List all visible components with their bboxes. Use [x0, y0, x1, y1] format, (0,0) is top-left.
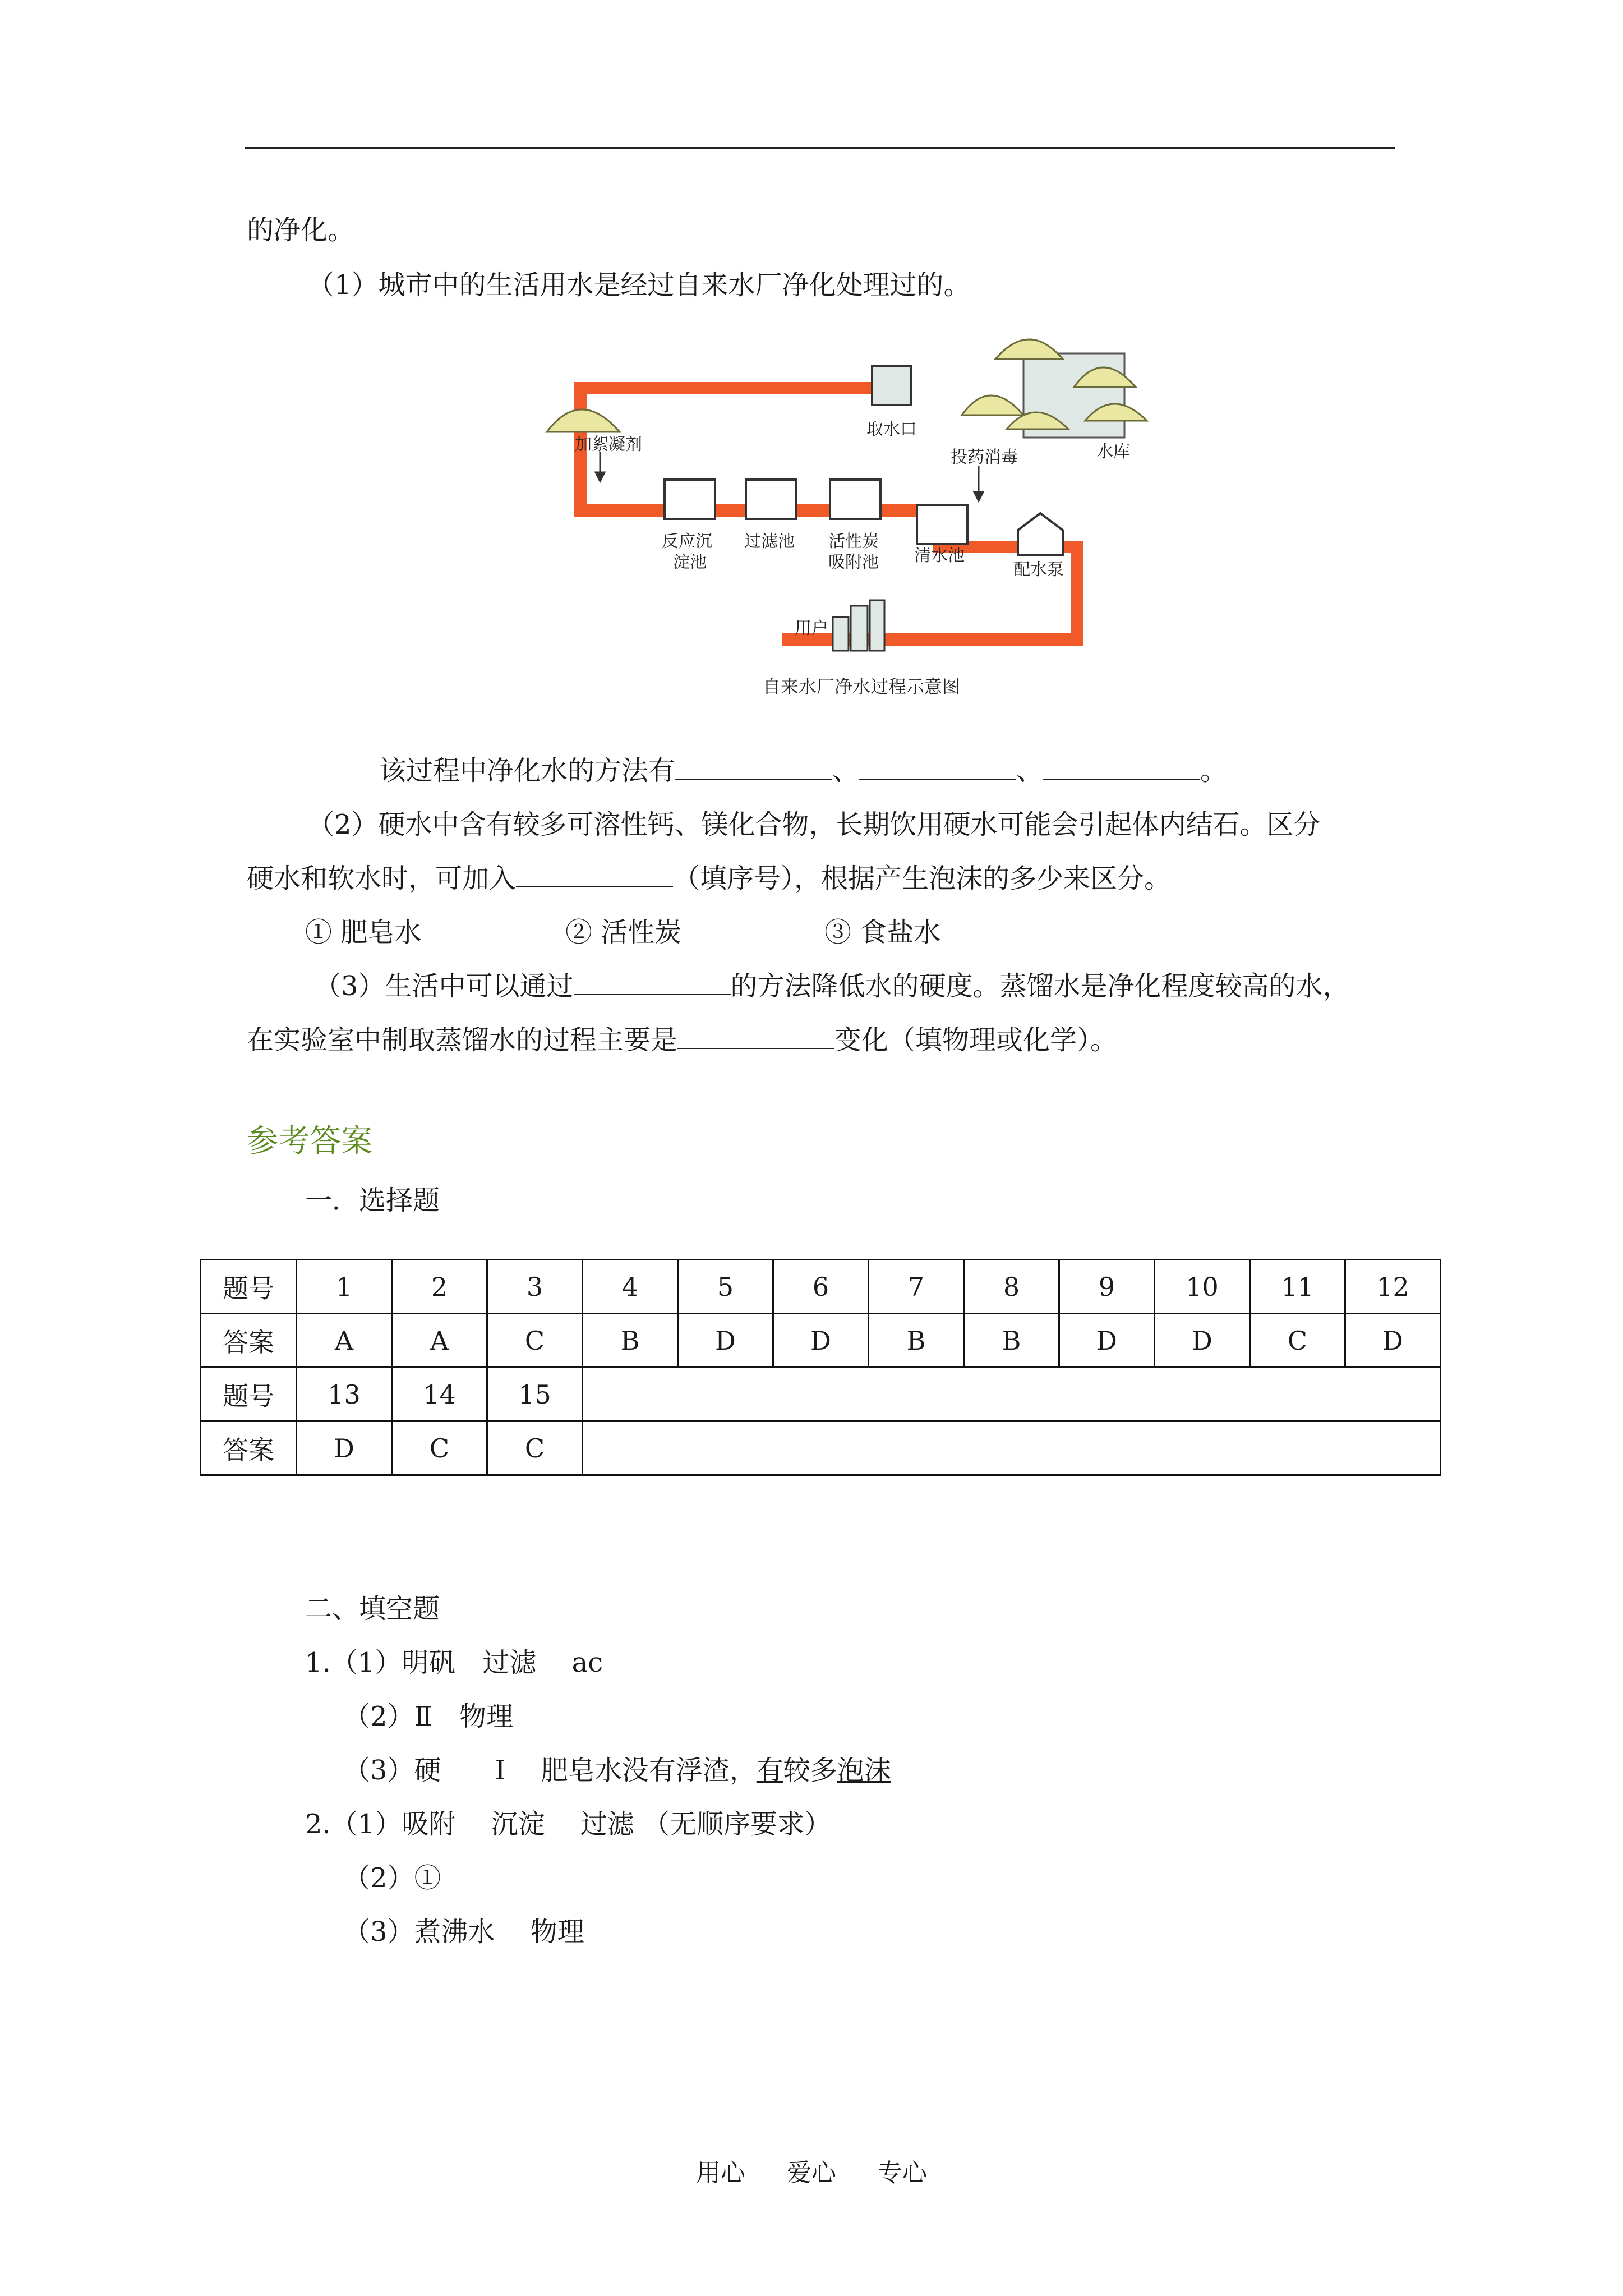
- intro-tail: 的净化。: [247, 214, 355, 246]
- cell: 2: [392, 1260, 487, 1314]
- q1-fill-end: 。: [1200, 755, 1228, 786]
- section-2-title: 二、填空题: [305, 1593, 440, 1625]
- cell: 10: [1155, 1260, 1250, 1314]
- cell: B: [583, 1314, 678, 1368]
- label-filter: 过滤池: [744, 532, 795, 551]
- row2-label: 答案: [201, 1314, 297, 1368]
- label-intake: 取水口: [866, 420, 917, 439]
- row3-label: 题号: [201, 1368, 297, 1421]
- header-rule: [245, 147, 1395, 149]
- cell: D: [773, 1314, 869, 1368]
- answer-1-2: （2）Ⅱ 物理: [343, 1701, 514, 1732]
- q2-option-3: ③ 食盐水: [824, 917, 941, 948]
- cell: 12: [1345, 1260, 1441, 1314]
- q3-line-2-suffix: 变化（填物理或化学）。: [834, 1024, 1118, 1056]
- reservoir-trees: [962, 339, 1147, 438]
- cell: D: [1345, 1314, 1441, 1368]
- table-row: [201, 1260, 1441, 1314]
- q2-line-2-prefix: 硬水和软水时，可加入: [247, 863, 517, 894]
- empty-span-cell: [583, 1368, 1441, 1421]
- answer-2-2: （2）①: [343, 1862, 441, 1894]
- blank-6[interactable]: [677, 1023, 834, 1049]
- label-carbon-1: 活性炭: [828, 532, 879, 551]
- q2-option-1: ① 肥皂水: [305, 917, 422, 948]
- cell: 7: [869, 1260, 964, 1314]
- blank-5[interactable]: [574, 969, 731, 995]
- cell: D: [297, 1421, 392, 1475]
- q3-line-2-prefix: 在实验室中制取蒸馏水的过程主要是: [247, 1024, 678, 1056]
- q2-line-2-suffix: （填序号），根据产生泡沫的多少来区分。: [673, 863, 1172, 894]
- label-pump: 配水泵: [1013, 560, 1064, 579]
- hill-left: [547, 409, 620, 432]
- answer-1-3-pre: （3）硬 Ⅰ 肥皂水没有浮渣，: [343, 1755, 757, 1786]
- diagram-svg: [536, 325, 1164, 712]
- cell: 1: [297, 1260, 392, 1314]
- blank-2[interactable]: [859, 754, 1016, 780]
- page-footer: [0, 2152, 1623, 2188]
- table-row: [201, 1421, 1441, 1475]
- cell: 5: [678, 1260, 773, 1314]
- cell: 8: [964, 1260, 1059, 1314]
- answer-1-1: 1.（1）明矾 过滤 ac: [305, 1647, 603, 1678]
- answer-1-3-underlined-1: 有: [756, 1755, 783, 1786]
- answer-1-3-mid: 较多: [783, 1755, 837, 1786]
- cell: C: [1250, 1314, 1345, 1368]
- cell: 6: [773, 1260, 869, 1314]
- q2-line-1: （2）硬水中含有较多可溶性钙、镁化合物，长期饮用硬水可能会引起体内结石。区分: [307, 809, 1321, 840]
- cell: D: [1059, 1314, 1155, 1368]
- footer-word-2: 爱心: [787, 2159, 836, 2187]
- cell: B: [964, 1314, 1059, 1368]
- blank-3[interactable]: [1043, 754, 1200, 780]
- q3-line-2: [247, 1023, 1117, 1057]
- footer-word-3: 专心: [878, 2159, 927, 2187]
- label-reservoir: 水库: [1096, 442, 1130, 462]
- answer-table: [200, 1259, 1441, 1476]
- section-1-title: 一．选择题: [305, 1185, 440, 1216]
- label-disinfect: 投药消毒: [951, 448, 1018, 467]
- q3-line-1-suffix: 的方法降低水的硬度。蒸馏水是净化程度较高的水，: [730, 970, 1350, 1002]
- intake-box: [872, 366, 911, 405]
- row1-label: 题号: [201, 1260, 297, 1314]
- answer-2-1: 2.（1）吸附 沉淀 过滤 （无顺序要求）: [305, 1809, 832, 1840]
- sep-2: 、: [1016, 755, 1044, 786]
- label-sedimentation-1: 反应沉: [662, 532, 712, 551]
- answers-heading: 参考答案: [247, 1123, 372, 1159]
- answer-1-3-underlined-2: 泡沫: [837, 1755, 891, 1786]
- cell: 4: [583, 1260, 678, 1314]
- q3-line-1: [314, 969, 1350, 1003]
- empty-span-cell: [583, 1421, 1441, 1475]
- label-carbon-2: 吸附池: [828, 553, 879, 572]
- question-1: （1）城市中的生活用水是经过自来水厂净化处理过的。: [307, 269, 971, 301]
- q3-line-1-prefix: （3）生活中可以通过: [314, 970, 574, 1002]
- table-row: [201, 1314, 1441, 1368]
- q2-option-2: ② 活性炭: [565, 917, 682, 948]
- cell: D: [678, 1314, 773, 1368]
- cell: C: [487, 1314, 583, 1368]
- water-purification-diagram: [536, 325, 1164, 712]
- cell: 13: [297, 1368, 392, 1421]
- answer-2-3: （3）煮沸水 物理: [343, 1916, 584, 1948]
- blank-1[interactable]: [675, 754, 832, 780]
- cell: A: [392, 1314, 487, 1368]
- cell: 11: [1250, 1260, 1345, 1314]
- user-buildings: [833, 600, 884, 651]
- pipe-route: [580, 388, 1077, 639]
- blank-4[interactable]: [516, 862, 673, 887]
- cell: A: [297, 1314, 392, 1368]
- diagram-caption: 自来水厂净水过程示意图: [763, 676, 961, 697]
- label-coagulant: 加絮凝剂: [575, 435, 642, 454]
- row4-label: 答案: [201, 1421, 297, 1475]
- label-user: 用户: [795, 619, 828, 638]
- cell: D: [1155, 1314, 1250, 1368]
- answer-1-3: [343, 1754, 891, 1787]
- q1-fill-line: [379, 754, 1227, 788]
- q1-fill-prefix: 该过程中净化水的方法有: [379, 755, 676, 786]
- cell: 14: [392, 1368, 487, 1421]
- cell: C: [392, 1421, 487, 1475]
- cell: C: [487, 1421, 583, 1475]
- q2-line-2: [247, 862, 1171, 895]
- footer-word-1: 用心: [696, 2159, 745, 2187]
- cell: 9: [1059, 1260, 1155, 1314]
- cell: 15: [487, 1368, 583, 1421]
- cell: 3: [487, 1260, 583, 1314]
- table-row: [201, 1368, 1441, 1421]
- label-clear: 清水池: [914, 546, 965, 565]
- label-sedimentation-2: 淀池: [673, 553, 707, 572]
- sep-1: 、: [832, 755, 860, 786]
- cell: B: [869, 1314, 964, 1368]
